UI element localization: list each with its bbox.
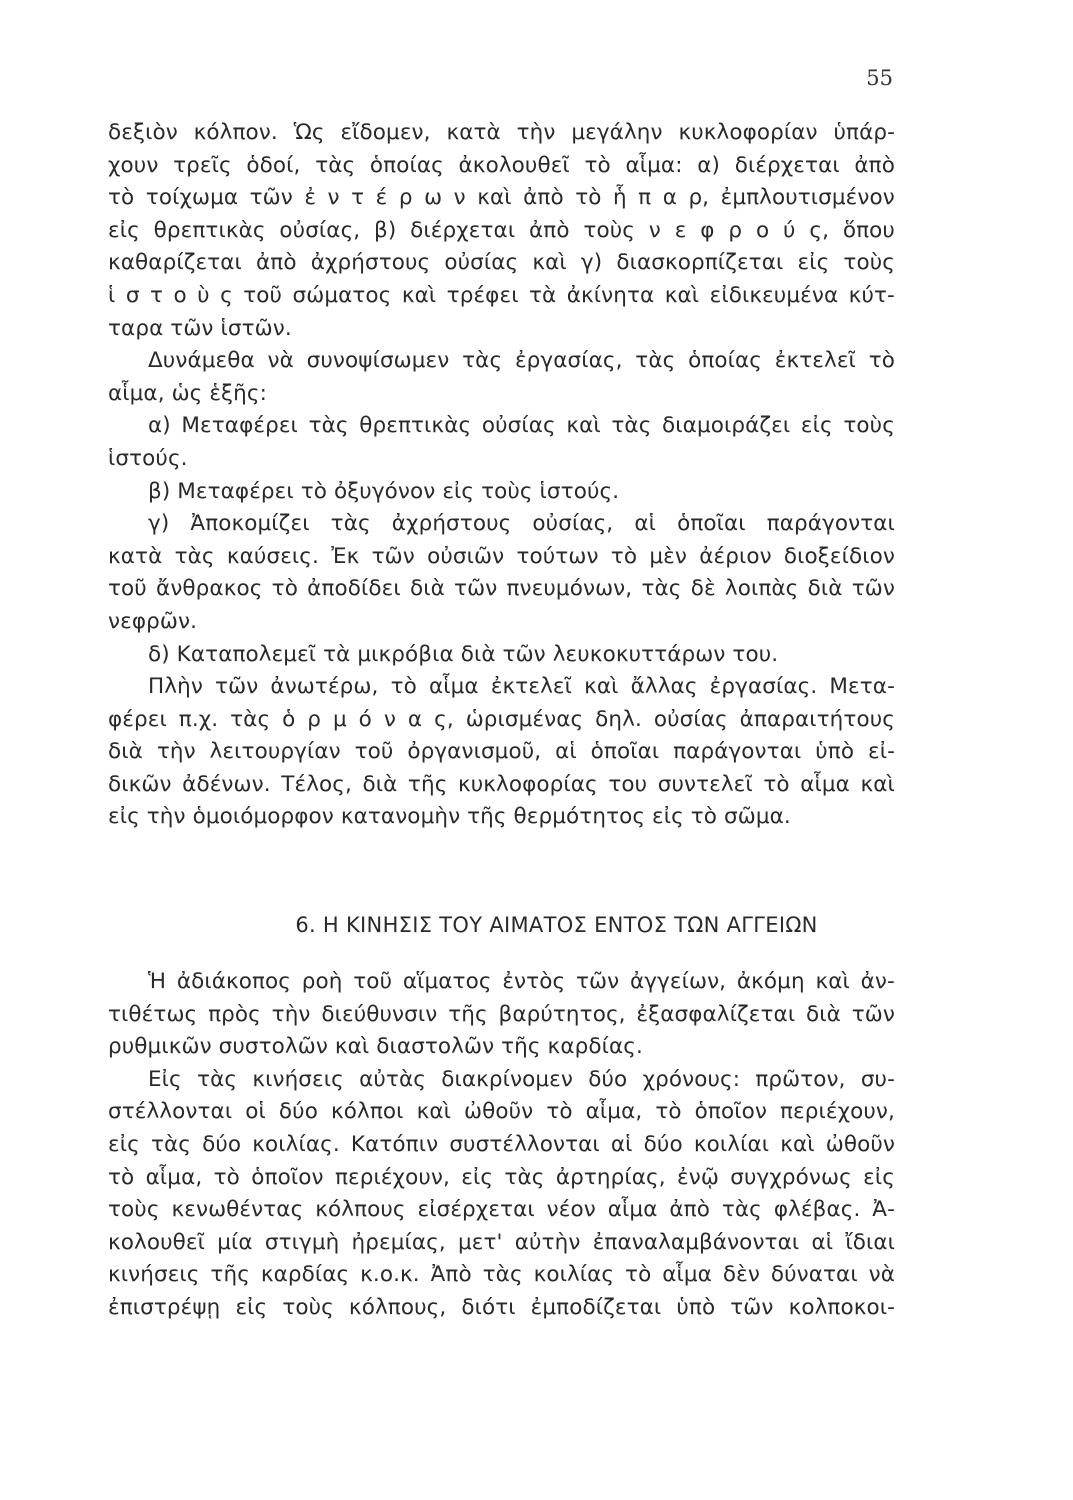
text-line: ταρα τῶν ἱστῶν. <box>108 315 292 341</box>
text-line: ρυθμικῶν συστολῶν καὶ διαστολῶν τῆς καρδίας. <box>108 1034 643 1060</box>
text-line: α) Μεταφέρει τὰς θρεπτικὰς οὐσίας καὶ τὰς διαμοιράζει εἰς τοὺς <box>148 413 895 439</box>
text-line: Πλὴν τῶν ἀνωτέρω, τὸ αἷμα ἐκτελεῖ καὶ ἄλλας ἐργασίας. Μετα- <box>148 674 895 700</box>
text-line: τὸ αἷμα, τὸ ὁποῖον περιέχουν, εἰς τὰς ἀρτηρίας, ἐνῷ συγχρόνως εἰς <box>108 1164 895 1190</box>
text-line: Δυνάμεθα νὰ συνοψίσωμεν τὰς ἐργασίας, τὰς ὁποίας ἐκτελεῖ τὸ <box>148 348 895 374</box>
text-block-after-heading <box>108 966 895 1325</box>
text-line: εἰς τὰς δύο κοιλίας. Κατόπιν συστέλλονται αἱ δύο κοιλίαι καὶ ὠθοῦν <box>108 1131 895 1157</box>
text-line: τοῦ ἄνθρακος τὸ ἀποδίδει διὰ τῶν πνευμόνων, τὰς δὲ λοιπὰς διὰ τῶν <box>108 576 895 602</box>
text-line: γ) Ἀποκομίζει τὰς ἀχρήστους οὐσίας, αἱ ὁποῖαι παράγονται <box>148 511 895 537</box>
text-line: κινήσεις τῆς καρδίας κ.ο.κ. Ἀπὸ τὰς κοιλίας τὸ αἷμα δὲν δύναται νὰ <box>108 1262 895 1288</box>
text-line: τιθέτως πρὸς τὴν διεύθυνσιν τῆς βαρύτητος, ἐξασφαλίζεται διὰ τῶν <box>108 1001 895 1027</box>
text-line: ἱ σ τ ο ὺ ς τοῦ σώματος καὶ τρέφει τὰ ἀκίνητα καὶ εἰδικευμένα κύτ- <box>108 282 895 308</box>
text-line: εἰς θρεπτικὰς οὐσίας, β) διέρχεται ἀπὸ τοὺς ν ε φ ρ ο ύ ς, ὅπου <box>108 217 895 243</box>
text-line: εἰς τὴν ὁμοιόμορφον κατανομὴν τῆς θερμότητος εἰς τὸ σῶμα. <box>108 804 791 830</box>
text-line: τοὺς κενωθέντας κόλπους εἰσέρχεται νέον αἷμα ἀπὸ τὰς φλέβας. Ἀ- <box>108 1197 895 1223</box>
text-line: ἱστούς. <box>108 445 188 471</box>
page-number: 55 <box>866 66 893 90</box>
section-heading: 6. Η ΚΙΝΗΣΙΣ ΤΟΥ ΑΙΜΑΤΟΣ ΕΝΤΟΣ ΤΩΝ ΑΓΓΕΙΩΝ <box>295 913 818 937</box>
text-line: νεφρῶν. <box>108 608 198 634</box>
text-line: κολουθεῖ μία στιγμὴ ἠρεμίας, μετ' αὐτὴν ἐπαναλαμβάνονται αἱ ἴδιαι <box>108 1229 895 1255</box>
text-line: Ἡ ἀδιάκοπος ροὴ τοῦ αἵματος ἐντὸς τῶν ἀγγείων, ἀκόμη καὶ ἀν- <box>148 969 895 994</box>
text-line: ἐπιστρέψῃ εἰς τοὺς κόλπους, διότι ἐμποδίζεται ὑπὸ τῶν κολποκοι- <box>108 1294 895 1320</box>
text-line: β) Μεταφέρει τὸ ὀξυγόνον εἰς τοὺς ἱστούς. <box>148 478 620 504</box>
text-line: δεξιὸν κόλπον. Ὡς εἴδομεν, κατὰ τὴν μεγάλην κυκλοφορίαν ὑπάρ- <box>108 120 895 145</box>
text-line: Εἰς τὰς κινήσεις αὐτὰς διακρίνομεν δύο χρόνους: πρῶτον, συ- <box>148 1066 895 1092</box>
text-block-before-heading <box>108 117 895 834</box>
text-line: διὰ τὴν λειτουργίαν τοῦ ὀργανισμοῦ, αἱ ὁποῖαι παράγονται ὑπὸ εἰ- <box>108 739 895 765</box>
text-line: δ) Καταπολεμεῖ τὰ μικρόβια διὰ τῶν λευκοκυττάρων του. <box>148 641 779 667</box>
text-line: τὸ τοίχωμα τῶν ἐ ν τ έ ρ ω ν καὶ ἀπὸ τὸ ἧ π α ρ, ἐμπλουτισμένον <box>108 185 895 211</box>
text-line: φέρει π.χ. τὰς ὁ ρ μ ό ν α ς, ὡρισμένας δηλ. οὐσίας ἀπαραιτήτους <box>108 706 895 732</box>
text-line: στέλλονται οἱ δύο κόλποι καὶ ὠθοῦν τὸ αἷμα, τὸ ὁποῖον περιέχουν, <box>108 1099 895 1125</box>
text-line: χουν τρεῖς ὁδοί, τὰς ὁποίας ἀκολουθεῖ τὸ αἷμα: α) διέρχεται ἀπὸ <box>108 152 895 178</box>
text-line: καθαρίζεται ἀπὸ ἀχρήστους οὐσίας καὶ γ) διασκορπίζεται εἰς τοὺς <box>108 250 895 276</box>
text-line: αἷμα, ὡς ἑξῆς: <box>108 380 267 406</box>
text-line: δικῶν ἀδένων. Τέλος, διὰ τῆς κυκλοφορίας του συντελεῖ τὸ αἷμα καὶ <box>108 771 895 797</box>
text-line: κατὰ τὰς καύσεις. Ἐκ τῶν οὐσιῶν τούτων τὸ μὲν ἀέριον διοξείδιον <box>108 543 895 569</box>
